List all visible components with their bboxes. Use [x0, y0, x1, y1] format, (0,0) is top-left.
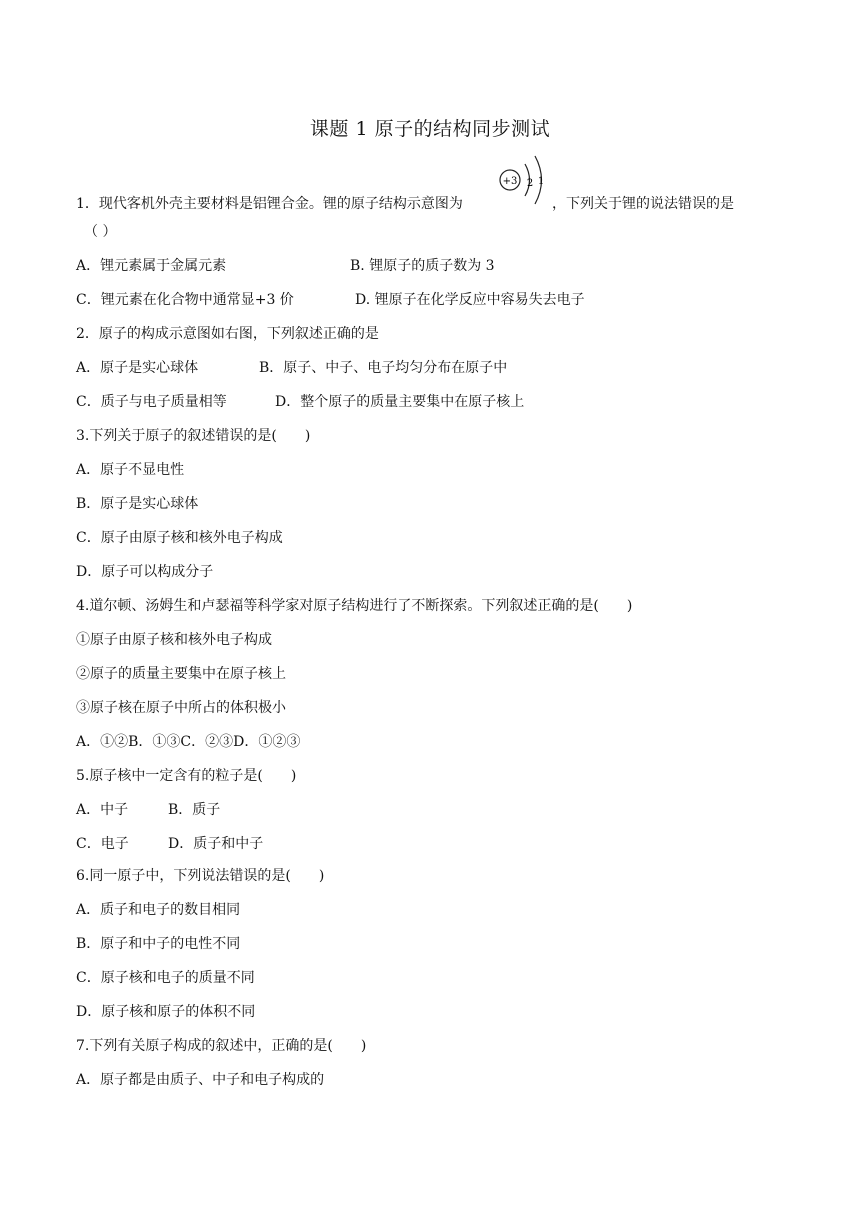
q4-statement-3: ③原子核在原子中所占的体积极小 — [76, 700, 286, 716]
q1-option-b: B. 锂原子的质子数为 3 — [350, 258, 495, 274]
q5-option-c: C．电子 — [76, 836, 129, 852]
q4-options: A．①②B．①③C．②③D．①②③ — [76, 734, 301, 750]
q2-stem: 2．原子的构成示意图如右图，下列叙述正确的是 — [76, 326, 379, 342]
q4-statement-2: ②原子的质量主要集中在原子核上 — [76, 666, 286, 682]
q3-option-d: D．原子可以构成分子 — [76, 564, 214, 580]
q7-stem: 7.下列有关原子构成的叙述中，正确的是( ) — [76, 1038, 367, 1054]
nucleus-charge: +3 — [502, 176, 518, 187]
q4-statement-1: ①原子由原子核和核外电子构成 — [76, 632, 272, 648]
q3-option-a: A．原子不显电性 — [76, 462, 185, 478]
q1-option-d: D. 锂原子在化学反应中容易失去电子 — [355, 292, 585, 308]
q2-option-a: A．原子是实心球体 — [76, 360, 199, 376]
q2-option-b: B．原子、中子、电子均匀分布在原子中 — [259, 360, 508, 376]
q1-paren: （ ） — [84, 224, 117, 240]
q5-stem: 5.原子核中一定含有的粒子是( ) — [76, 768, 297, 784]
q6-option-b: B．原子和中子的电性不同 — [76, 936, 241, 952]
page-title: 课题 1 原子的结构同步测试 — [309, 118, 551, 140]
q3-option-b: B．原子是实心球体 — [76, 496, 199, 512]
q6-option-d: D．原子核和原子的体积不同 — [76, 1004, 256, 1020]
lithium-atom-diagram — [494, 150, 548, 210]
outer-shell-electrons: 1 — [537, 176, 545, 187]
q6-stem: 6.同一原子中，下列说法错误的是( ) — [76, 868, 325, 884]
q2-option-d: D．整个原子的质量主要集中在原子核上 — [275, 394, 525, 410]
q1-option-c: C．锂元素在化合物中通常显+3 价 — [76, 292, 294, 308]
q1-stem-after: ，下列关于锂的说法错误的是 — [552, 196, 734, 212]
q6-option-a: A．质子和电子的数目相同 — [76, 902, 241, 918]
q5-option-d: D．质子和中子 — [168, 836, 264, 852]
q2-option-c: C．质子与电子质量相等 — [76, 394, 227, 410]
q7-option-a: A．原子都是由质子、中子和电子构成的 — [76, 1072, 325, 1088]
q4-stem: 4.道尔顿、汤姆生和卢瑟福等科学家对原子结构进行了不断探索。下列叙述正确的是( ) — [76, 598, 633, 614]
q1-stem-before: 1．现代客机外壳主要材料是铝锂合金。锂的原子结构示意图为 — [76, 196, 463, 212]
q6-option-c: C．原子核和电子的质量不同 — [76, 970, 255, 986]
q5-option-b: B．质子 — [168, 802, 221, 818]
q1-option-a: A．锂元素属于金属元素 — [76, 258, 227, 274]
q3-stem: 3.下列关于原子的叙述错误的是( ) — [76, 428, 311, 444]
q1-stem — [76, 194, 463, 214]
inner-shell-electrons: 2 — [526, 178, 534, 189]
q5-option-a: A．中子 — [76, 802, 129, 818]
q3-option-c: C．原子由原子核和核外电子构成 — [76, 530, 283, 546]
